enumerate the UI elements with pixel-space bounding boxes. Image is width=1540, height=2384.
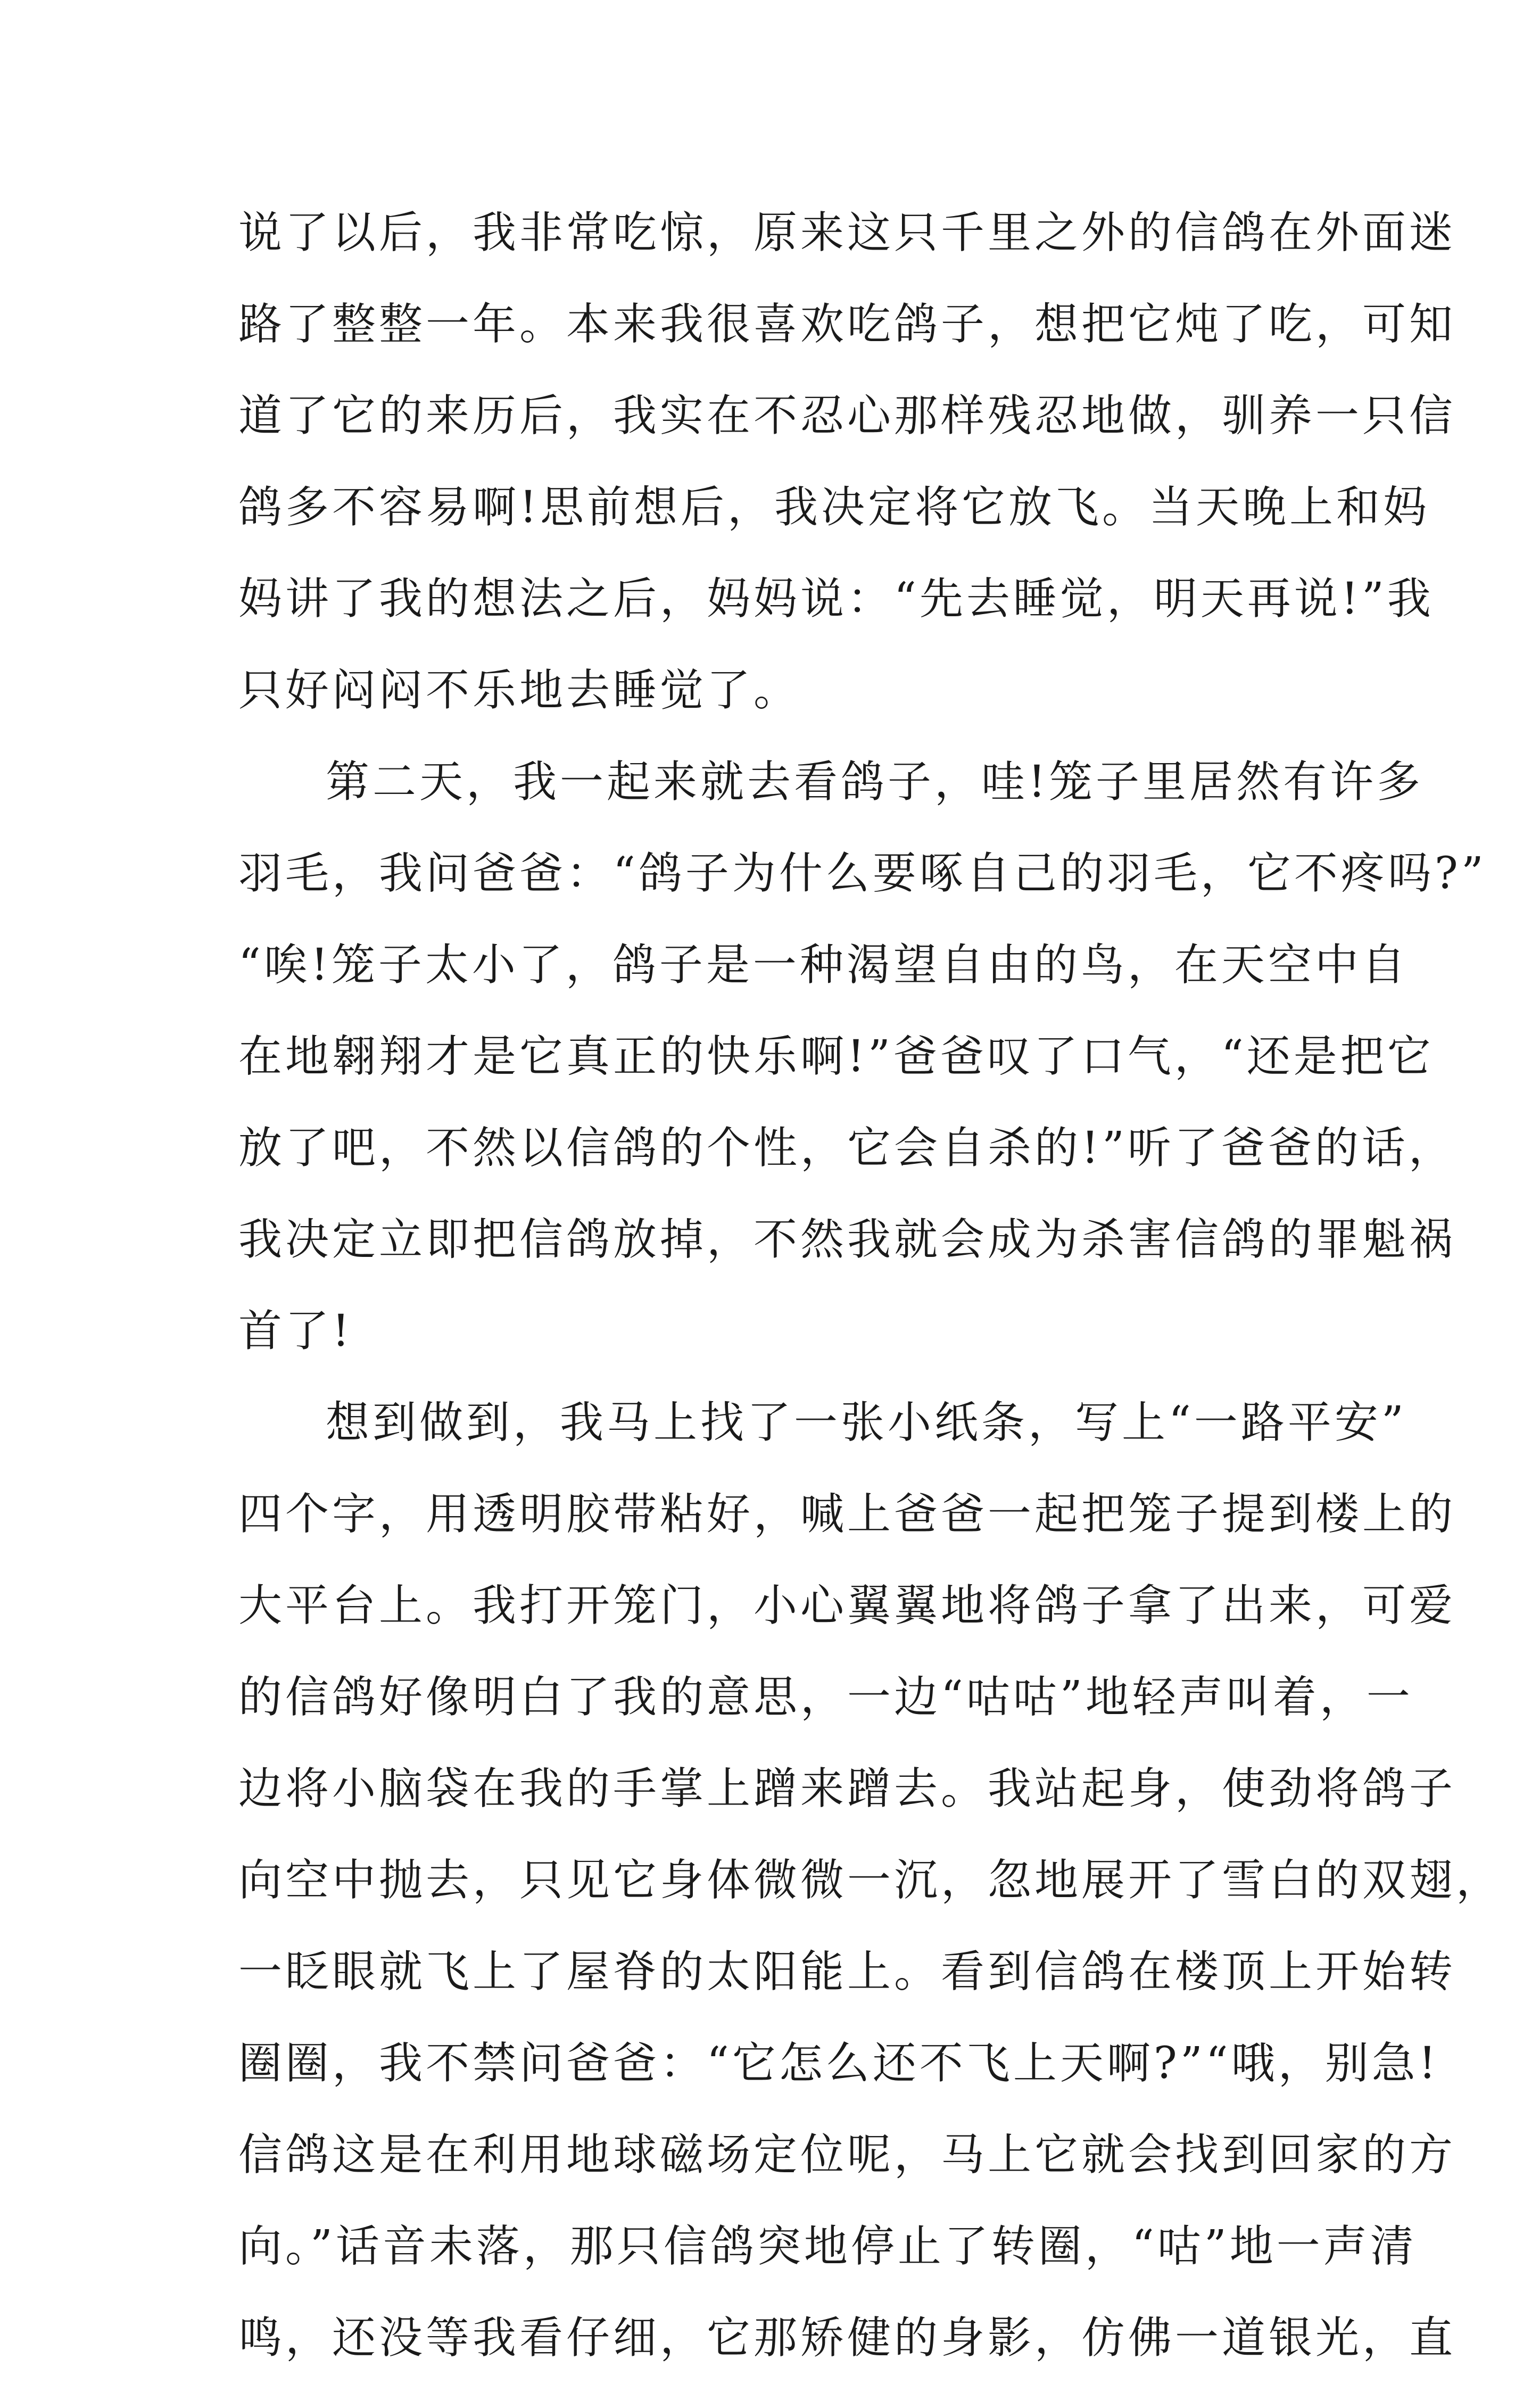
text-line: 第二天，我一起来就去看鸽子，哇!笼子里居然有许多 <box>326 757 1423 807</box>
text-line: 圈圈，我不禁问爸爸：“它怎么还不飞上天啊?”“哦，别急! <box>238 2038 1439 2089</box>
text-line: 道了它的来历后，我实在不忍心那样残忍地做，驯养一只信 <box>238 391 1456 441</box>
text-line: 我决定立即把信鸽放掉，不然我就会成为杀害信鸽的罪魁祸 <box>238 1214 1456 1265</box>
text-line: 信鸽这是在利用地球磁场定位呢，马上它就会找到回家的方 <box>238 2130 1456 2180</box>
text-line: 鸽多不容易啊!思前想后，我决定将它放飞。当天晚上和妈 <box>238 482 1430 533</box>
text-line: 羽毛，我问爸爸：“鸽子为什么要啄自己的羽毛，它不疼吗?” <box>238 848 1487 899</box>
text-line: 妈讲了我的想法之后，妈妈说：“先去睡觉，明天再说!”我 <box>238 574 1434 624</box>
paragraph-3 <box>238 1377 1503 2384</box>
paragraph-1 <box>238 187 1456 736</box>
text-line: 只好闷闷不乐地去睡觉了。 <box>238 665 801 716</box>
text-line: 在地翱翔才是它真正的快乐啊!”爸爸叹了口气，“还是把它 <box>238 1031 1434 1082</box>
text-line: 鸣，还没等我看仔细，它那矫健的身影，仿佛一道银光，直 <box>238 2313 1456 2363</box>
text-line: 大平台上。我打开笼门，小心翼翼地将鸽子拿了出来，可爱 <box>238 1580 1456 1631</box>
text-line: 四个字，用透明胶带粘好，喊上爸爸一起把笼子提到楼上的 <box>238 1489 1456 1539</box>
text-line: 一眨眼就飞上了屋脊的太阳能上。看到信鸽在楼顶上开始转 <box>238 1947 1456 1997</box>
text-line: 的信鸽好像明白了我的意思，一边“咕咕”地轻声叫着，一 <box>238 1672 1413 1723</box>
text-line: 边将小脑袋在我的手掌上蹭来蹭去。我站起身，使劲将鸽子 <box>238 1764 1456 1814</box>
text-line: 首了! <box>238 1306 353 1356</box>
text-line: 放了吧，不然以信鸽的个性，它会自杀的!”听了爸爸的话， <box>238 1123 1455 1173</box>
text-line: “唉!笼子太小了，鸽子是一种渴望自由的鸟，在天空中自 <box>238 940 1409 990</box>
text-line: 路了整整一年。本来我很喜欢吃鸽子，想把它炖了吃，可知 <box>238 299 1456 350</box>
text-line: 向。”话音未落，那只信鸽突地停止了转圈，“咕”地一声清 <box>238 2221 1417 2272</box>
text-line: 说了以后，我非常吃惊，原来这只千里之外的信鸽在外面迷 <box>238 208 1456 258</box>
body-text <box>238 187 1503 2384</box>
paragraph-2 <box>238 736 1487 1377</box>
text-line: 想到做到，我马上找了一张小纸条，写上“一路平安” <box>326 1397 1407 1448</box>
text-line: 向空中抛去，只见它身体微微一沉，忽地展开了雪白的双翅， <box>238 1855 1503 1906</box>
